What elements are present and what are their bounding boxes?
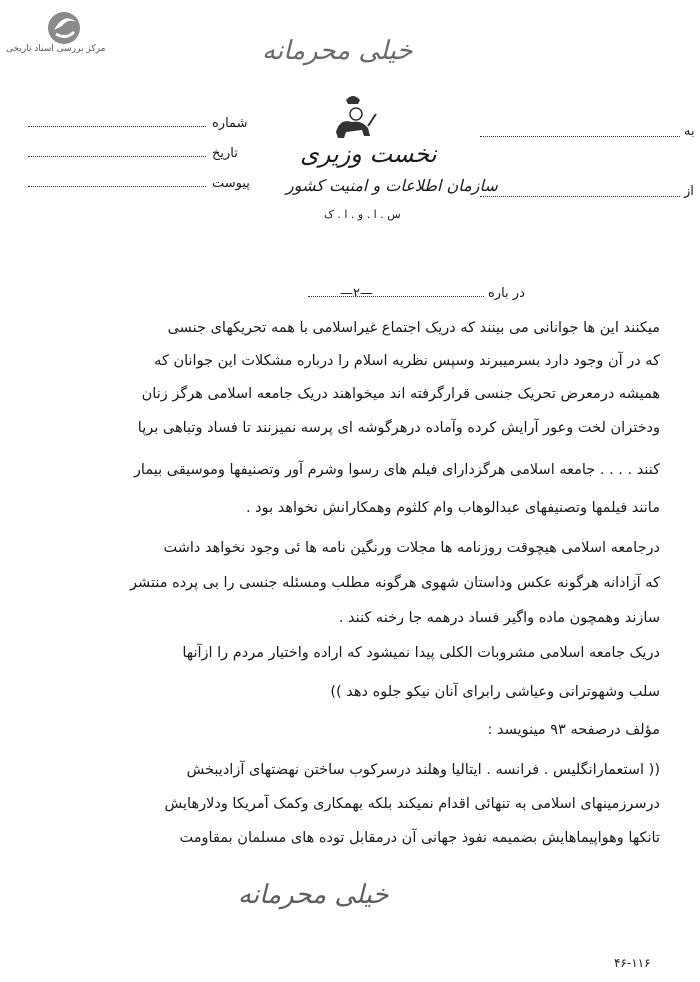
body-line: میکنند این ها جوانانی می بینند که دریک اجتماع غیراسلامی با همه تحریکهای جنسی [167, 320, 660, 336]
to-label: به [684, 124, 695, 139]
subject-field-line [308, 296, 484, 297]
org-title: نخست وزیری [300, 140, 437, 168]
attachment-field-line [28, 186, 206, 187]
date-field-line [28, 156, 206, 157]
body-line: همیشه درمعرض تحریک جنسی قرارگرفته اند میخواهند دریک جامعه اسلامی هرگز زنان [141, 386, 660, 402]
from-label: از [684, 184, 694, 199]
archive-logo-text: مرکز بررسی اسناد تاریخی [6, 44, 106, 54]
classification-stamp-bottom: خیلی محرمانه [238, 880, 389, 910]
body-line: سلب وشهوترانی وعیاشی رابرای آنان نیکو جلوه دهد )) [330, 684, 660, 700]
attachment-label: پیوست [212, 176, 250, 191]
org-subtitle: سازمان اطلاعات و امنیت کشور [286, 176, 498, 195]
body-line: مانند فیلمها وتصنیفهای عبدالوهاب وام کلثوم وهمکارانش نخواهد بود . [245, 500, 660, 516]
body-line: درجامعه اسلامی هیچوقت روزنامه ها مجلات ورنگین نامه ها ئی وجود نخواهد داشت [163, 540, 660, 556]
org-code: س . ا . و . ا . ک [324, 208, 401, 221]
date-label: تاریخ [212, 146, 238, 161]
from-field-line [480, 196, 680, 197]
lion-and-sun-emblem-icon [326, 92, 380, 142]
page-number: —٢— [340, 286, 373, 301]
number-label: شماره [212, 116, 248, 131]
body-line: دریک جامعه اسلامی مشروبات الکلی پیدا نمیشود که اراده واختیار مردم را ازآنها [182, 645, 660, 661]
subject-label: در باره [488, 286, 525, 301]
body-line: که در آن وجود دارد بسرمیبرند وسپس نظریه اسلام را درباره مشکلات این جوانان که [154, 353, 660, 369]
body-line: که آزادانه هرگونه عکس وداستان شهوی هرگونه مطلب ومسئله جنسی را بی پرده منتشر [130, 575, 660, 591]
body-line: (( استعمارانگلیس . فرانسه . ایتالیا وهلند درسرکوب ساختن نهضتهای آزادیبخش [186, 762, 660, 778]
body-line: سازند وهمچون ماده واگیر فساد درهمه جا رخنه کنند . [338, 610, 660, 626]
body-line: مؤلف درصفحه ۹۳ مینویسد : [487, 722, 660, 738]
number-field-line [28, 126, 206, 127]
body-line: کنند . . . . جامعه اسلامی هرگزدارای فیلم های رسوا وشرم آور وتصنیفها وموسیقی بیمار [133, 462, 660, 478]
classification-stamp-top: خیلی محرمانه [262, 36, 413, 66]
to-field-line [480, 136, 680, 137]
document-reference: ۴۶-۱۱۶ [614, 956, 651, 970]
body-line: تانکها وهواپیماهایش بضمیمه نفوذ جهانی آن درمقابل توده های مسلمان بمقاومت [179, 830, 660, 846]
body-line: ودختران لخت وعور آرایش کرده وآماده درهرگوشه ای پرسه نمیزنند تا فساد وتباهی برپا [137, 420, 660, 436]
body-line: درسرزمینهای اسلامی به تنهائی اقدام نمیکند بلکه بهمکاری وکمک آمریکا ودلارهایش [164, 796, 660, 812]
